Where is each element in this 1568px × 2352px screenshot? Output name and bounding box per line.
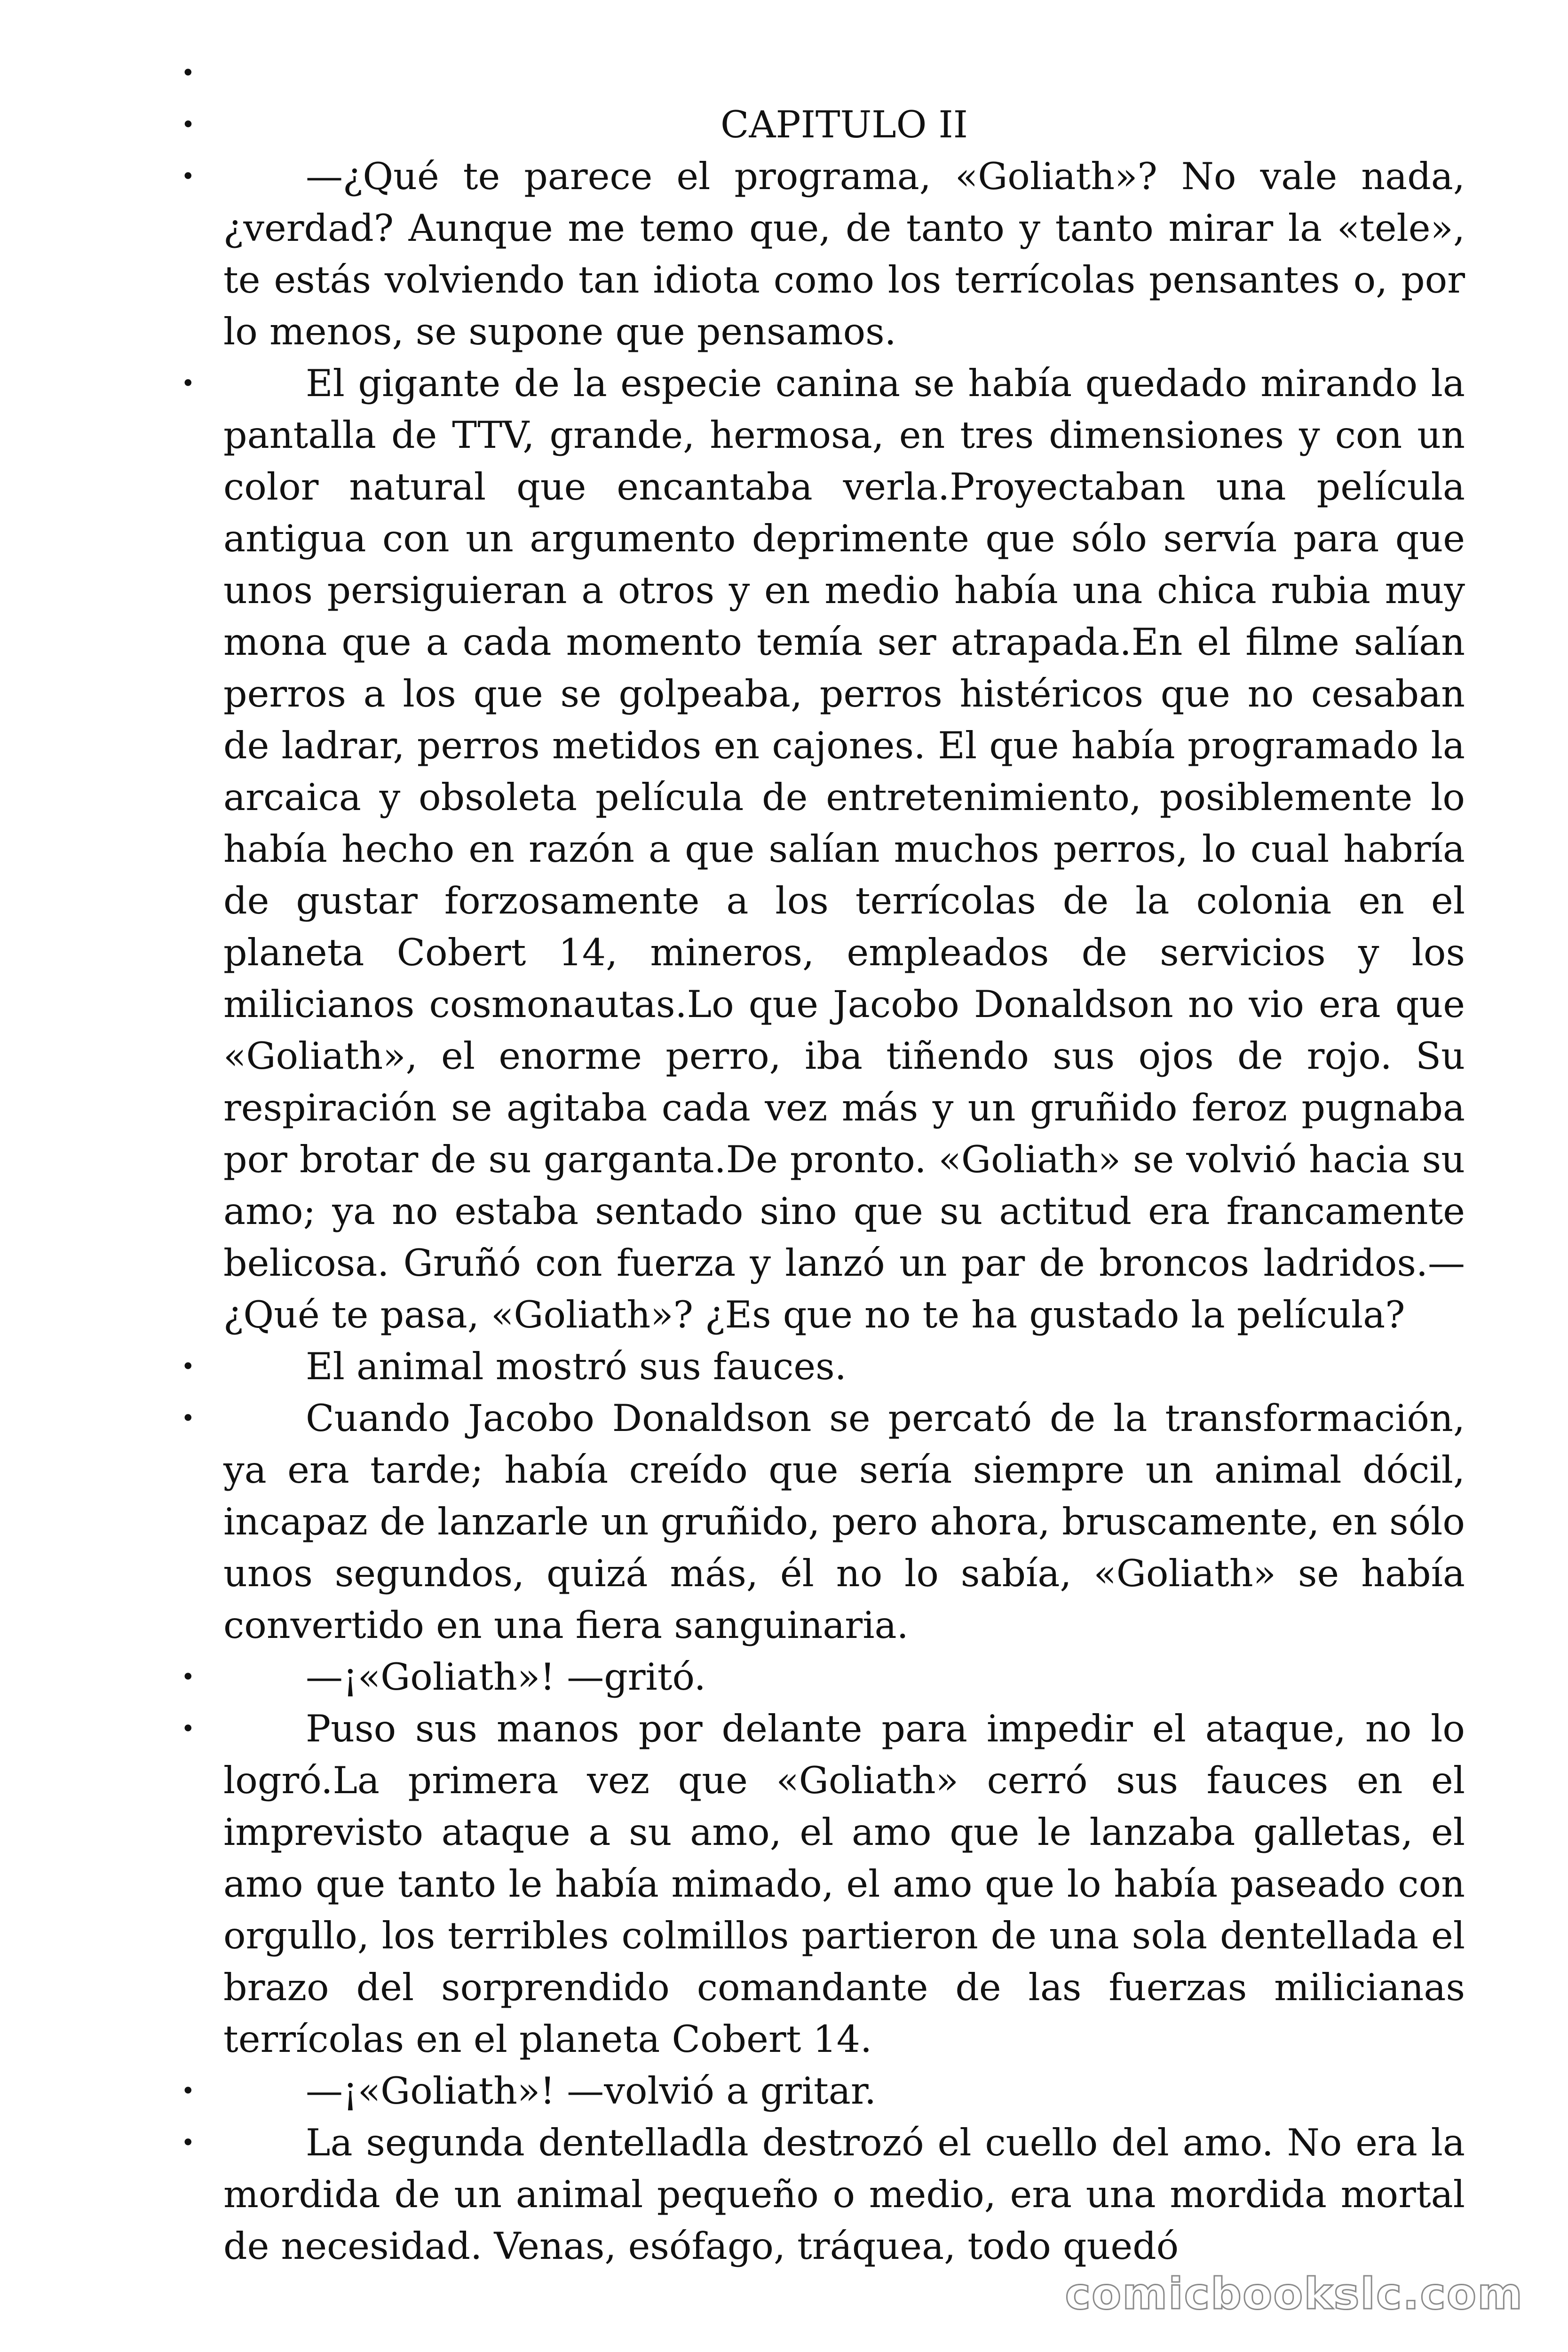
paragraph-3 bbox=[181, 1341, 1465, 1392]
bullet-icon: • bbox=[181, 370, 195, 397]
paragraph-list bbox=[181, 47, 1465, 2272]
paragraph-text: El animal mostró sus fauces. bbox=[306, 1345, 847, 1388]
bullet-icon: • bbox=[181, 1405, 195, 1432]
paragraph-5 bbox=[181, 1651, 1465, 1703]
bullet-icon: • bbox=[181, 163, 195, 190]
paragraph-text: La segunda dentelladla destrozó el cuello del amo. No era la mordida de un animal pequeño o medio, era una mordida mortal de necesidad. Venas, esófago, tráquea, todo quedó bbox=[223, 2121, 1465, 2268]
paragraph-text: —¿Qué te parece el programa, «Goliath»? No vale nada, ¿verdad? Aunque me temo que, de tanto y tanto mirar la «tele», te estás volviendo tan idiota como los terrícolas pensantes o, por lo menos, se supone que pensamos. bbox=[223, 155, 1465, 353]
paragraph-text: El gigante de la especie canina se había quedado mirando la pantalla de TTV, grande, hermosa, en tres dimensiones y con un color natural que encantaba verla.Proyectaban una película antigua con un argumento deprimente que sólo servía para que unos persiguieran a otros y en medio había una chica rubia muy mona que a cada momento temía ser atrapada.En el filme salían perros a los que se golpeaba, perros histéricos que no cesaban de ladrar, perros metidos en cajones. El que había programado la arcaica y obsoleta película de entretenimiento, posiblemente lo había hecho en razón a que salían muchos perros, lo cual habría de gustar forzosamente a los terrícolas de la colonia en el planeta Cobert 14, mineros, empleados de servicios y los milicianos cosmonautas.Lo que Jacobo Donaldson no vio era que «Goliath», el enorme perro, iba tiñendo sus ojos de rojo. Su respiración se agitaba cada vez más y un gruñido feroz pugnaba por brotar de su garganta.De pronto. «Goliath» se volvió hacia su amo; ya no estaba sentado sino que su actitud era francamente belicosa. Gruñó con fuerza y lanzó un par de broncos ladridos.—¿Qué te pasa, «Goliath»? ¿Es que no te ha gustado la película? bbox=[223, 362, 1465, 1336]
bullet-icon: • bbox=[181, 1663, 195, 1691]
watermark-logo: comicbookslc.com bbox=[1065, 2269, 1523, 2319]
bullet-icon: • bbox=[181, 2129, 195, 2156]
paragraph-7 bbox=[181, 2065, 1465, 2117]
paragraph-text: Puso sus manos por delante para impedir el ataque, no lo logró.La primera vez que «Goliath» cerró sus fauces en el imprevisto ataque a su amo, el amo que le lanzaba galletas, el amo que tanto le había mimado, el amo que lo había paseado con orgullo, los terribles colmillos partieron de una sola dentellada el brazo del sorprendido comandante de las fuerzas milicianas terrícolas en el planeta Cobert 14. bbox=[223, 1707, 1465, 2061]
paragraph-1 bbox=[181, 151, 1465, 358]
empty-list-item bbox=[181, 47, 1465, 99]
paragraph-4 bbox=[181, 1392, 1465, 1651]
bullet-icon: • bbox=[181, 59, 195, 87]
paragraph-text: —¡«Goliath»! —gritó. bbox=[306, 1655, 706, 1699]
bullet-icon: • bbox=[181, 1353, 195, 1380]
chapter-title: CAPITULO II bbox=[721, 103, 968, 146]
bullet-icon: • bbox=[181, 2077, 195, 2105]
paragraph-text: —¡«Goliath»! —volvió a gritar. bbox=[306, 2069, 877, 2113]
bullet-icon: • bbox=[181, 111, 195, 138]
chapter-heading-item bbox=[181, 99, 1465, 151]
paragraph-8 bbox=[181, 2117, 1465, 2272]
paragraph-6 bbox=[181, 1703, 1465, 2065]
paragraph-text: Cuando Jacobo Donaldson se percató de la transformación, ya era tarde; había creído que sería siempre un animal dócil, incapaz de lanzarle un gruñido, pero ahora, bruscamente, en sólo unos segundos, quizá más, él no lo sabía, «Goliath» se había convertido en una fiera sanguinaria. bbox=[223, 1397, 1465, 1647]
bullet-icon: • bbox=[181, 1715, 195, 1742]
paragraph-2 bbox=[181, 358, 1465, 1341]
